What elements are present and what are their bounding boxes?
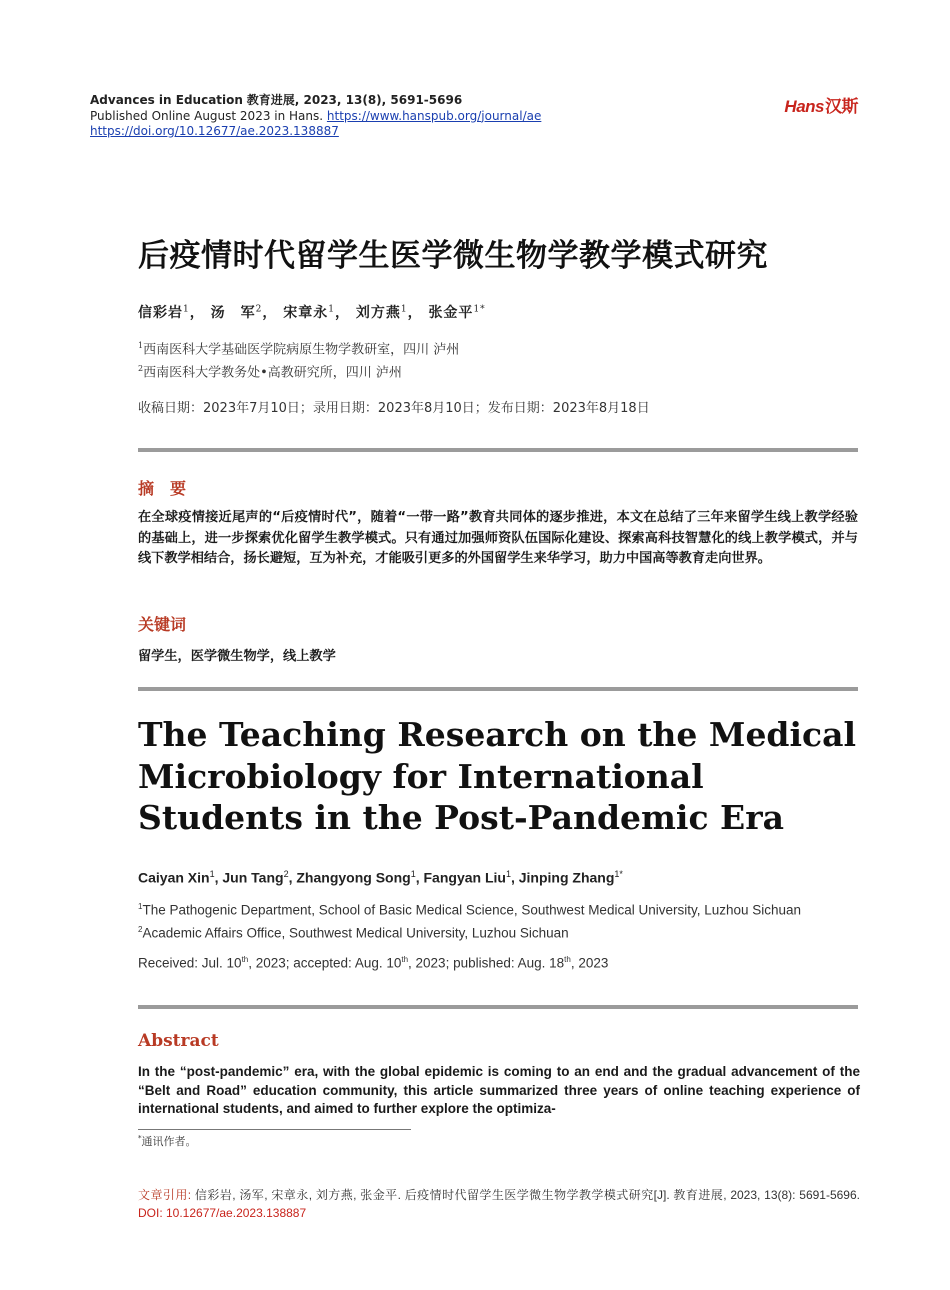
chinese-abstract: 在全球疫情接近尾声的“后疫情时代”，随着“一带一路”教育共同体的逐步推进，本文在总结了三年来留学生线上教学经验的基础上，进一步探索优化留学生教学模式。只有通过加强师资队伍国际化建设、探索高科技智慧化的线上教学模式，并与线下教学相结合，扬长避短，互为补充，才能吸引更多的外国留学生来华学习，助力中国高等教育走向世界。 [138,510,858,567]
hans-logo [784,92,858,117]
published-text: Published Online August 2023 in Hans. [90,108,324,123]
english-abstract: In the “post-pandemic” era, with the global epidemic is coming to an end and the gradual advancement of the “Belt and Road” education community, this article summarized three years of online teaching experience of international students, and aimed to further explore the optimiza- [138,1064,860,1116]
accepted-date: , 2023; accepted: Aug. 10 [248,955,402,971]
logo-cn-text: 汉斯 [825,97,858,116]
citation-text: 信彩岩, 汤军, 宋章永, 刘方燕, 张金平. 后疫情时代留学生医学微生物学教学模式研究[J]. 教育进展, 2023, 13(8): 5691-5696. [191,1188,860,1202]
author-sup: 1 [209,869,215,879]
citation-doi[interactable]: DOI: 10.12677/ae.2023.138887 [138,1206,307,1220]
published-date: , 2023; published: Aug. 18 [408,955,565,971]
chinese-dates: 收稿日期：2023年7月10日；录用日期：2023年8月10日；发布日期：2023年8月18日 [138,401,650,416]
author-name: Zhangyong Song [296,869,411,886]
author-name: Fangyan Liu [423,869,506,886]
ordinal-sup: th [564,955,571,964]
author-name: 张金平 [428,305,474,321]
author-sup: 1 [410,869,416,879]
chinese-keywords-heading: 关键词 [138,615,187,634]
chinese-affiliations [138,336,459,383]
ordinal-sup: th [241,955,249,964]
author-sup: 1* [614,869,623,879]
english-title: The Teaching Research on the Medical Microbiology for International Students in the Post-Pandemic Era [138,715,857,837]
affiliation-text: The Pathogenic Department, School of Basic Medical Science, Southwest Medical University, Luzhou Sichuan [142,902,802,918]
chinese-keywords: 留学生，医学微生物学，线上教学 [138,649,336,664]
author-name: Jinping Zhang [518,869,615,886]
section-divider [138,1005,858,1009]
citation-label: 文章引用: [138,1188,192,1202]
corresponding-author-note [138,1133,197,1149]
author-sup: 2 [283,869,289,879]
chinese-title: 后疫情时代留学生医学微生物学教学模式研究 [138,238,768,274]
author-sup: 1* [473,304,486,315]
affiliation-text: 西南医科大学教务处•高教研究所，四川 泸州 [143,365,402,381]
author-name: Jun Tang [222,869,284,886]
author-sup: 1 [183,304,190,315]
section-divider [138,448,858,452]
journal-header [90,93,541,140]
author-sup: 1 [400,304,408,315]
section-divider [138,687,858,691]
english-abstract-heading: Abstract [138,1031,219,1051]
author-name: Caiyan Xin [138,869,210,886]
affiliation-text: Academic Affairs Office, Southwest Medical University, Luzhou Sichuan [142,925,569,941]
journal-cn-reference: 教育进展, 2023, 13(8), 5691-5696 [246,93,463,107]
affiliation-text: 西南医科大学基础医学院病原生物学教研室，四川 泸州 [143,342,460,358]
aff-sup: 1 [138,902,143,911]
author-name: 刘方燕 [355,305,401,321]
english-dates [138,955,608,971]
dates-tail: , 2023 [570,955,609,971]
aff-sup: 2 [138,364,144,374]
footnote-sup: * [138,1134,142,1143]
article-citation [138,1186,860,1222]
footnote-text: 通讯作者。 [141,1135,197,1148]
doi-url-link[interactable]: https://doi.org/10.12677/ae.2023.138887 [90,124,339,138]
english-affiliations [138,897,801,943]
aff-sup: 2 [138,925,143,934]
author-name: 信彩岩 [138,305,183,321]
logo-text: Hans [784,97,824,116]
chinese-authors: 信彩岩$^1$， 汤 军$^2$， 宋章永$^1$， 刘方燕$^1$， 张金平$^{1*}$ [138,304,486,321]
footnote-divider [138,1129,411,1130]
author-name: 宋章永 [283,305,329,321]
author-sup: 1 [505,869,511,879]
journal-url-link[interactable]: https://www.hanspub.org/journal/ae [326,108,542,123]
chinese-abstract-heading: 摘 要 [138,479,187,498]
author-sup: 1 [328,304,335,315]
received-date: Received: Jul. 10 [138,955,242,971]
journal-name: Advances in Education [90,93,243,107]
english-authors: Caiyan Xin$^1$, Jun Tang$^2$, Zhangyong Song$^1$, Fangyan Liu$^1$, Jinping Zhang$^{1*}$ [138,869,623,886]
aff-sup: 1 [138,341,144,350]
author-name: 汤 军 [210,305,256,321]
ordinal-sup: th [401,955,409,964]
author-sup: 2 [255,304,263,315]
